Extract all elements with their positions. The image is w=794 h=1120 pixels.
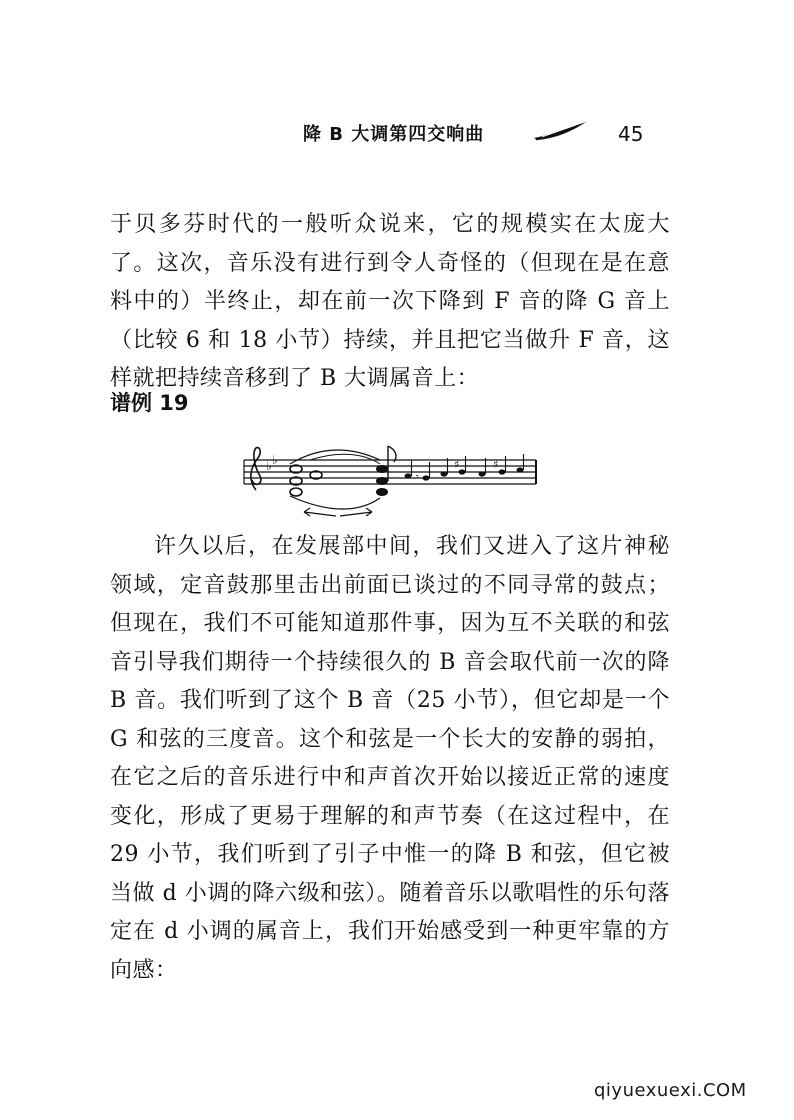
svg-text:♯: ♯ [454,458,460,471]
example-label: 谱例 19 [110,391,189,415]
paragraph-1: 于贝多芬时代的一般听众说来，它的规模实在太庞大了。这次，音乐没有进行到令人奇怪的（但现在是在意料中的）半终止，却在前一次下降到 F 音的降 G 音上（比较 6 和 18 小节）持续，并且把它当做升 F 音，这样就把持续音移到了 B 大调属音上： [110,212,670,391]
watermark: qiyuexuexi.COM [594,1080,747,1101]
page-number: 45 [618,122,644,146]
header-title: 降 B 大调第四交响曲 [303,124,485,145]
music-score-excerpt-icon [240,436,540,522]
paragraph-2: 许久以后，在发展部中间，我们又进入了这片神秘领域，定音鼓那里击出前面已谈过的不同寻常的鼓点；但现在，我们不可能知道那件事，因为互不关联的和弦音引导我们期待一个持续很久的 B 音会取代前一次的降 B 音。我们听到了这个 B 音（25 小节），但它却是一个 G 和弦的三度音。这个和弦是一个长大的安静的弱拍，在它之后的音乐进行中和声首次开始以接近正常的速度变化，形成了更易于理解的和声节奏（在这过程中，在 29 小节，我们听到了引子中惟一的降 B 和弦，但它被当做 d 小调的降六级和弦）。随着音乐以歌唱性的乐句落定在 d 小调的属音上，我们开始感受到一种更牢靠的方向感： [110,534,670,983]
quill-ornament-icon [532,118,588,142]
svg-text:♭: ♭ [266,459,272,473]
svg-text:♭: ♭ [272,453,278,467]
svg-text:𝄾: 𝄾 [416,472,419,483]
svg-text:♯: ♯ [493,458,499,471]
